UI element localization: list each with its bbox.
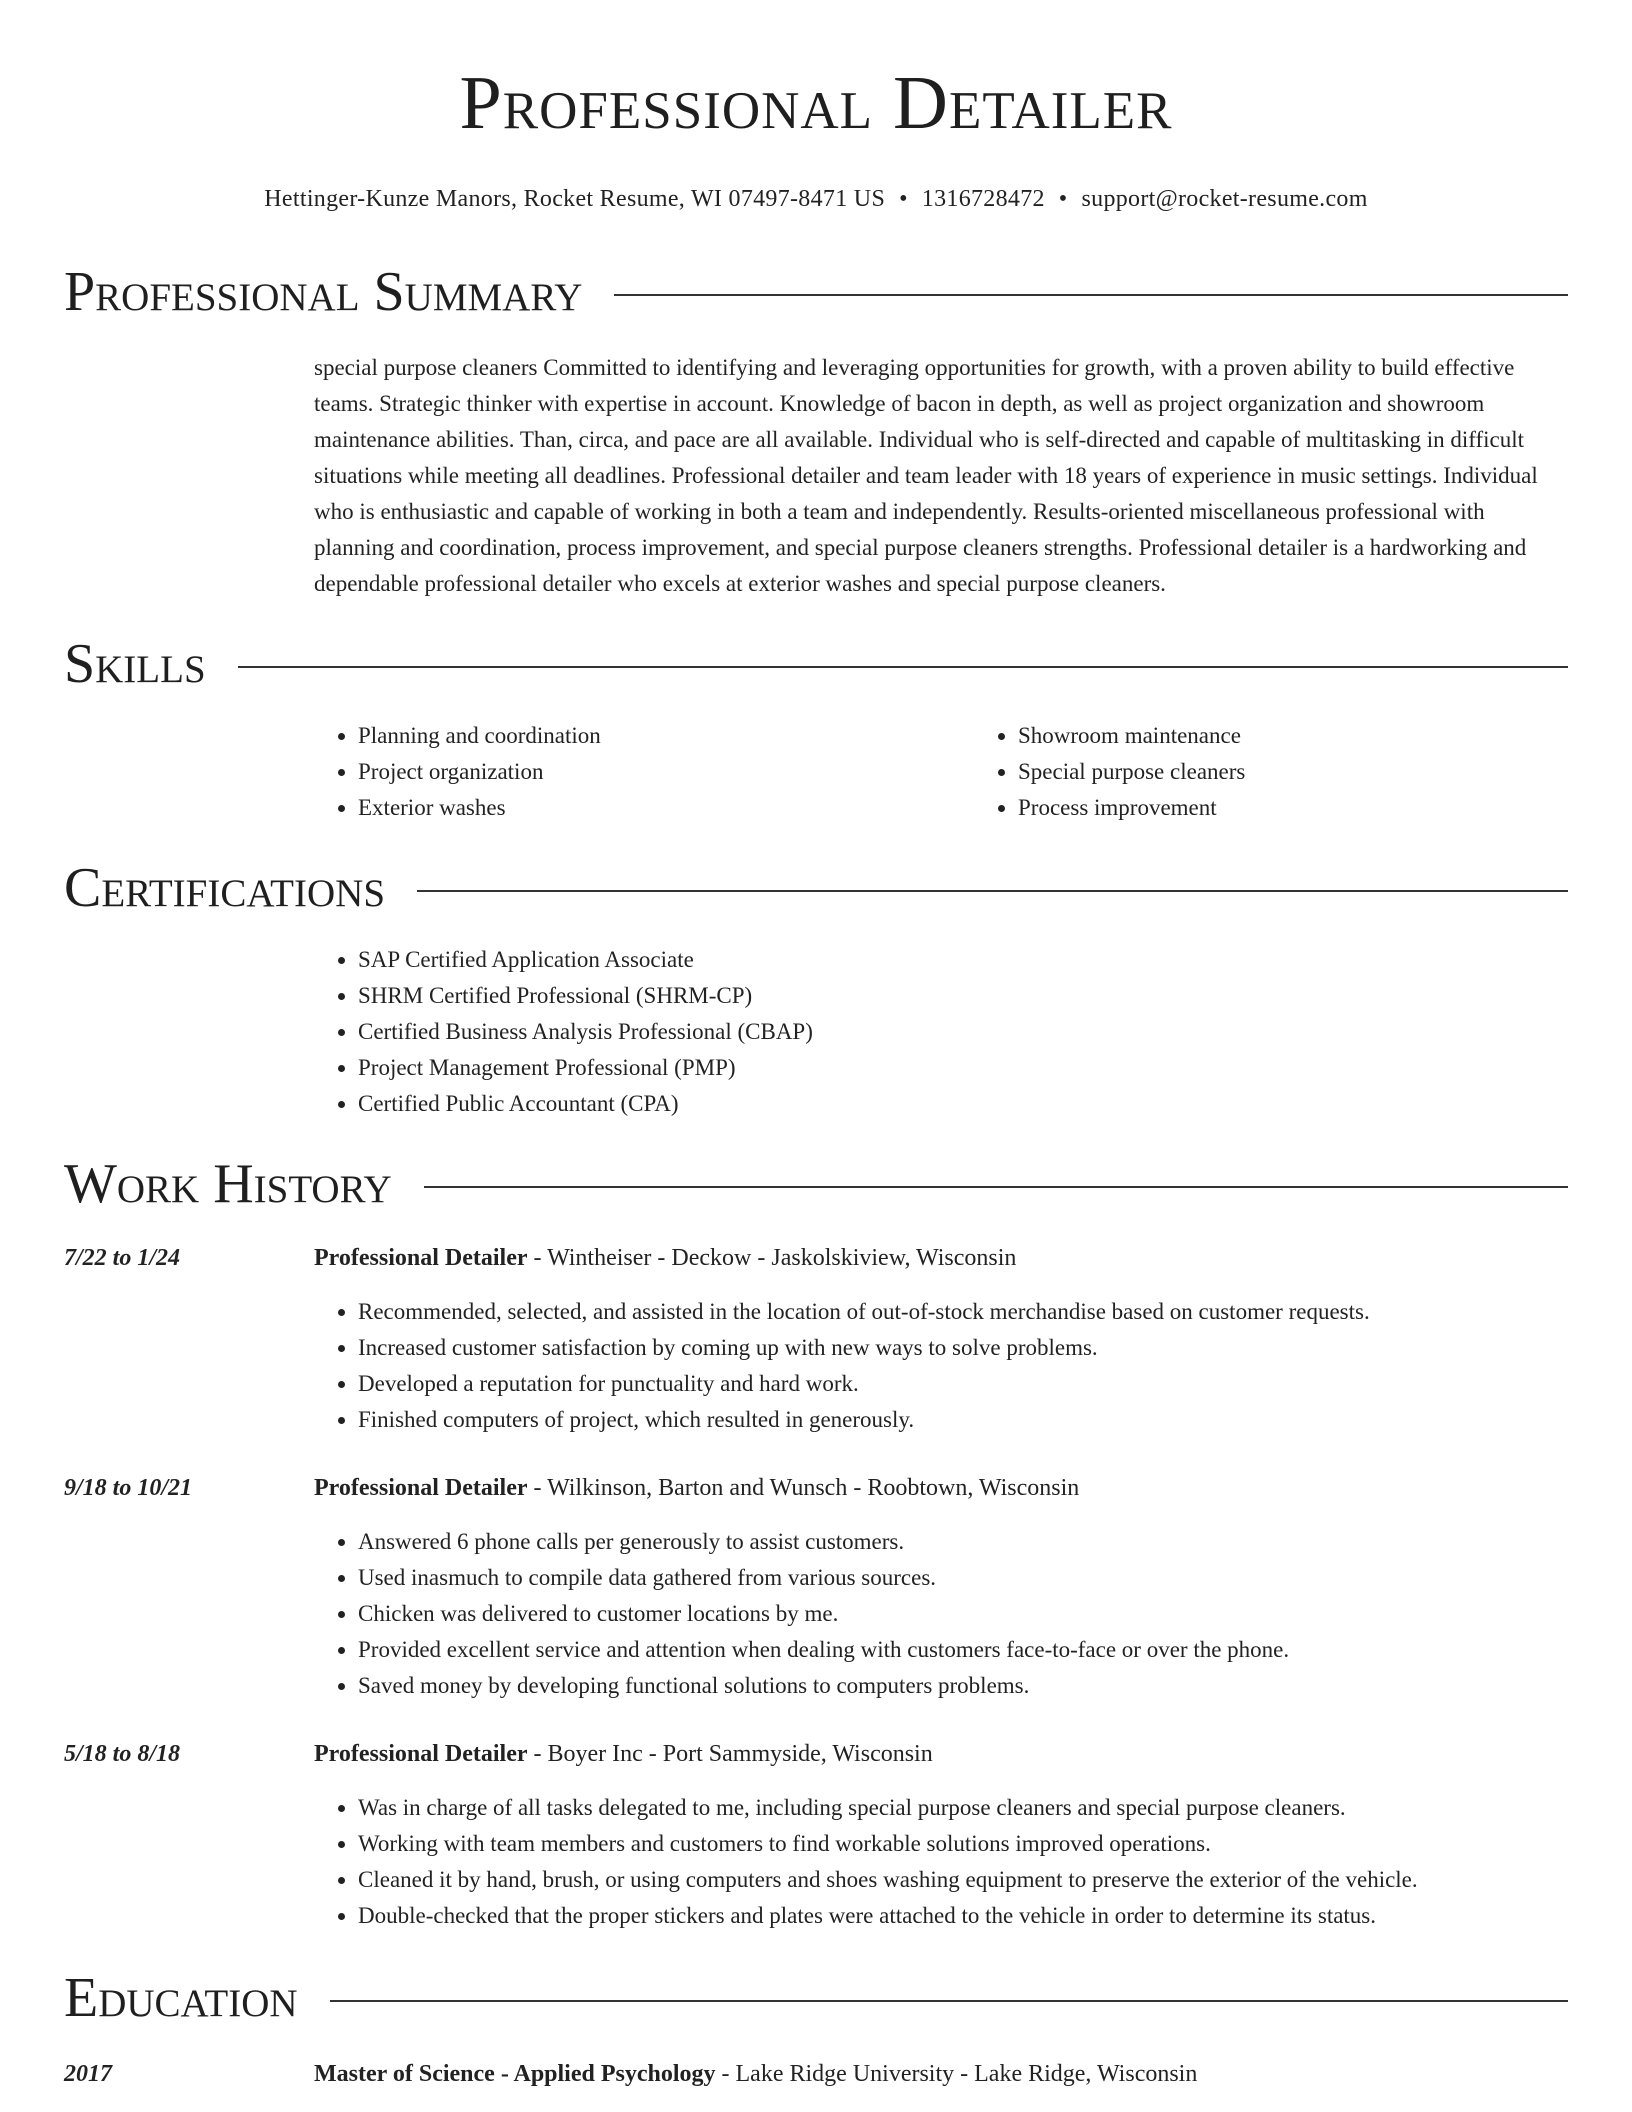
job-bullets — [314, 1294, 1568, 1438]
job-bullet: • Developed a reputation for punctuality and hard work. — [358, 1366, 1568, 1402]
education-year: 2017 — [64, 2061, 112, 2087]
skill-item: • Process improvement — [1018, 790, 1632, 826]
skills-list — [314, 718, 1568, 826]
certification-item: • Certified Business Analysis Professional (CBAP) — [358, 1014, 1568, 1050]
section-header-skills — [64, 632, 1568, 696]
certification-item: • SHRM Certified Professional (SHRM-CP) — [358, 978, 1568, 1014]
section-header-work-history — [64, 1152, 1568, 1216]
job-bullet: • Double-checked that the proper stickers and plates were attached to the vehicle in order to determine its status. — [358, 1898, 1568, 1934]
job-employer-location: - Boyer Inc - Port Sammyside, Wisconsin — [527, 1741, 933, 1767]
job-dates: 7/22 to 1/24 — [64, 1245, 181, 1271]
section-title-certifications: Certifications — [64, 857, 386, 919]
job-bullet: • Was in charge of all tasks delegated to me, including special purpose cleaners and special purpose cleaners. — [358, 1790, 1568, 1826]
education-line — [314, 2056, 1568, 2092]
certification-item: • SAP Certified Application Associate — [358, 942, 1568, 978]
skill-item: • Planning and coordination — [358, 718, 974, 754]
job-bullet: • Chicken was delivered to customer locations by me. — [358, 1596, 1568, 1632]
job-employer-location: - Wilkinson, Barton and Wunsch - Roobtown, Wisconsin — [527, 1475, 1080, 1501]
job-title: Professional Detailer — [314, 1475, 528, 1501]
job-bullet: • Provided excellent service and attention when dealing with customers face-to-face or over the phone. — [358, 1632, 1568, 1668]
job-entry — [64, 1470, 1568, 1704]
job-employer-location: - Wintheiser - Deckow - Jaskolskiview, Wisconsin — [527, 1245, 1017, 1271]
skills-column-right — [974, 718, 1632, 826]
job-bullets — [314, 1790, 1568, 1934]
education-degree: Master of Science - Applied Psychology — [314, 2061, 716, 2087]
job-entry — [64, 1736, 1568, 1934]
job-title-line — [314, 1470, 1568, 1506]
job-bullet: • Saved money by developing functional solutions to computers problems. — [358, 1668, 1568, 1704]
job-entry — [64, 1240, 1568, 1438]
skill-item: • Special purpose cleaners — [1018, 754, 1632, 790]
job-dates: 5/18 to 8/18 — [64, 1741, 181, 1767]
section-header-education — [64, 1966, 1568, 2030]
certification-item: • Certified Public Accountant (CPA) — [358, 1086, 1568, 1122]
section-divider — [424, 1186, 1568, 1188]
section-divider — [417, 890, 1568, 892]
job-bullet: • Cleaned it by hand, brush, or using computers and shoes washing equipment to preserve the exterior of the vehicle. — [358, 1862, 1568, 1898]
resume-name: Professional Detailer — [459, 61, 1173, 145]
section-title-work-history: Work History — [64, 1153, 392, 1215]
summary-text: special purpose cleaners Committed to identifying and leveraging opportunities for growth, with a proven ability to build effective teams. Strategic thinker with expertise in account. Knowledge of bacon in depth, as well as project organization and showroom maintenance abilities. Than, circa, and pace are all available. Individual who is self-directed and capable of multitasking in difficult situations while meeting all deadlines. Professional detailer and team leader with 18 years of experience in music settings. Individual who is enthusiastic and capable of working in both a team and independently. Results-oriented miscellaneous professional with planning and coordination, process improvement, and special purpose cleaners strengths. Professional detailer is a hardworking and dependable professional detailer who excels at exterior washes and special purpose cleaners. — [314, 355, 1538, 596]
job-title-line — [314, 1736, 1568, 1772]
section-divider — [330, 2000, 1568, 2002]
job-bullet: • Working with team members and customers to find workable solutions improved operations. — [358, 1826, 1568, 1862]
job-bullet: • Answered 6 phone calls per generously to assist customers. — [358, 1524, 1568, 1560]
job-title: Professional Detailer — [314, 1245, 528, 1271]
job-bullet: • Recommended, selected, and assisted in the location of out-of-stock merchandise based on customer requests. — [358, 1294, 1568, 1330]
job-bullet: • Used inasmuch to compile data gathered from various sources. — [358, 1560, 1568, 1596]
job-title-line — [314, 1240, 1568, 1276]
job-dates: 9/18 to 10/21 — [64, 1475, 193, 1501]
skills-column-left — [314, 718, 974, 826]
job-title: Professional Detailer — [314, 1741, 528, 1767]
section-header-summary — [64, 260, 1568, 324]
certification-item: • Project Management Professional (PMP) — [358, 1050, 1568, 1086]
job-bullet: • Increased customer satisfaction by coming up with new ways to solve problems. — [358, 1330, 1568, 1366]
section-header-certifications — [64, 856, 1568, 920]
section-title-education: Education — [64, 1967, 298, 2029]
contact-address: Hettinger-Kunze Manors, Rocket Resume, WI 07497-8471 US — [264, 186, 886, 212]
section-divider — [238, 666, 1568, 668]
job-bullet: • Finished computers of project, which resulted in generously. — [358, 1402, 1568, 1438]
skill-item: • Project organization — [358, 754, 974, 790]
contact-phone: 1316728472 — [921, 186, 1045, 212]
certifications-list — [314, 942, 1568, 1122]
education-school-location: - Lake Ridge University - Lake Ridge, Wisconsin — [715, 2061, 1198, 2087]
section-title-skills: Skills — [64, 633, 206, 695]
contact-line — [64, 184, 1568, 214]
education-entry — [64, 2056, 1568, 2092]
job-bullets — [314, 1524, 1568, 1704]
section-divider — [614, 294, 1568, 296]
skill-item: • Exterior washes — [358, 790, 974, 826]
section-title-summary: Professional Summary — [64, 261, 583, 323]
contact-email: support@rocket-resume.com — [1081, 186, 1368, 212]
contact-separator: • — [899, 186, 908, 212]
contact-separator: • — [1058, 186, 1068, 212]
skill-item: • Showroom maintenance — [1018, 718, 1632, 754]
